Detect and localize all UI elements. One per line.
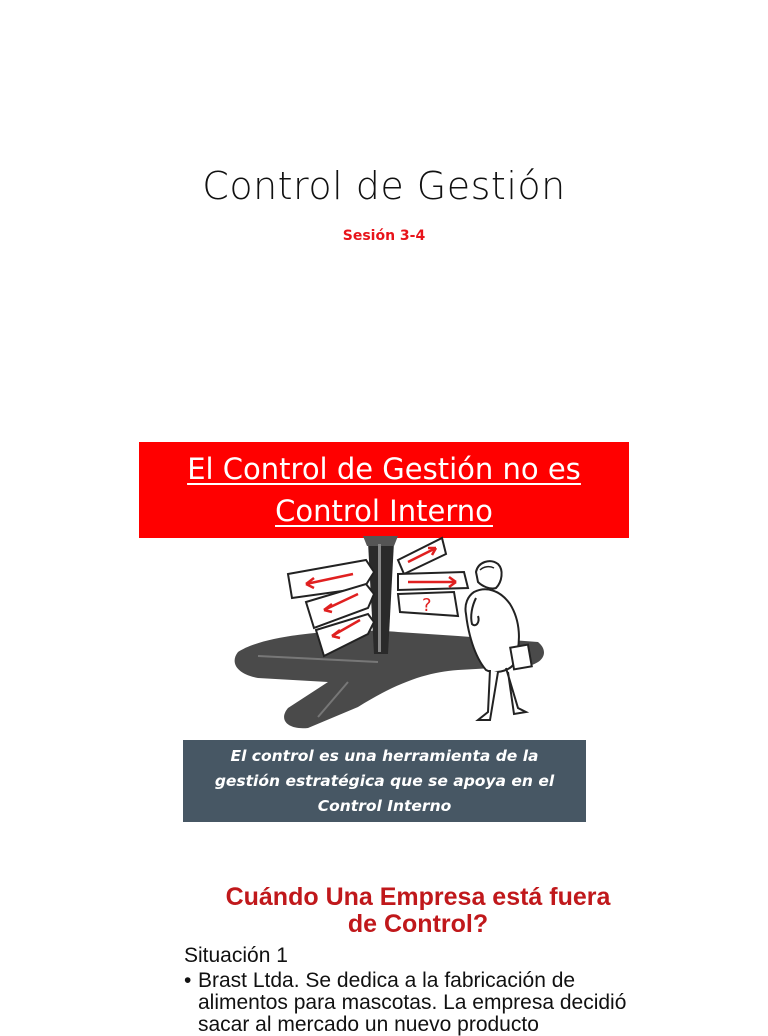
- heading-line-2: de Control?: [347, 910, 489, 938]
- caption-line-3: Control Interno: [317, 796, 452, 815]
- caption-line-1: El control es una herramienta de la: [230, 746, 539, 765]
- banner-line-2: Control Interno: [275, 494, 493, 528]
- session-subtitle: Sesión 3-4: [342, 228, 426, 244]
- caption-line-2: gestión estratégica que se apoya en el: [214, 771, 555, 790]
- bullet-symbol: •: [184, 969, 192, 992]
- bullet-text: Brast Ltda. Se dedica a la fabricación de alimentos para mascotas. La empresa decidió sacar al mercado un nuevo producto: [198, 969, 627, 1036]
- slide-banner: [139, 442, 629, 538]
- slide-title: [0, 0, 768, 400]
- banner-text: [187, 448, 581, 532]
- sign-question-mark: ?: [422, 595, 432, 616]
- situation-label: Situación 1: [184, 944, 288, 967]
- slide-control-gestion: [0, 400, 768, 850]
- caption-text: [215, 744, 554, 819]
- signpost-confused-man-icon: [228, 532, 558, 732]
- heading-line-1: Cuándo Una Empresa está fuera: [225, 883, 611, 911]
- presentation-title: Control de Gestión: [202, 164, 566, 208]
- bullet-item: [184, 970, 654, 1036]
- banner-line-1: El Control de Gestión no es: [187, 452, 581, 486]
- caption-box: [183, 740, 586, 822]
- slide-fuera-de-control: [0, 850, 768, 1036]
- slide-heading: [178, 884, 658, 938]
